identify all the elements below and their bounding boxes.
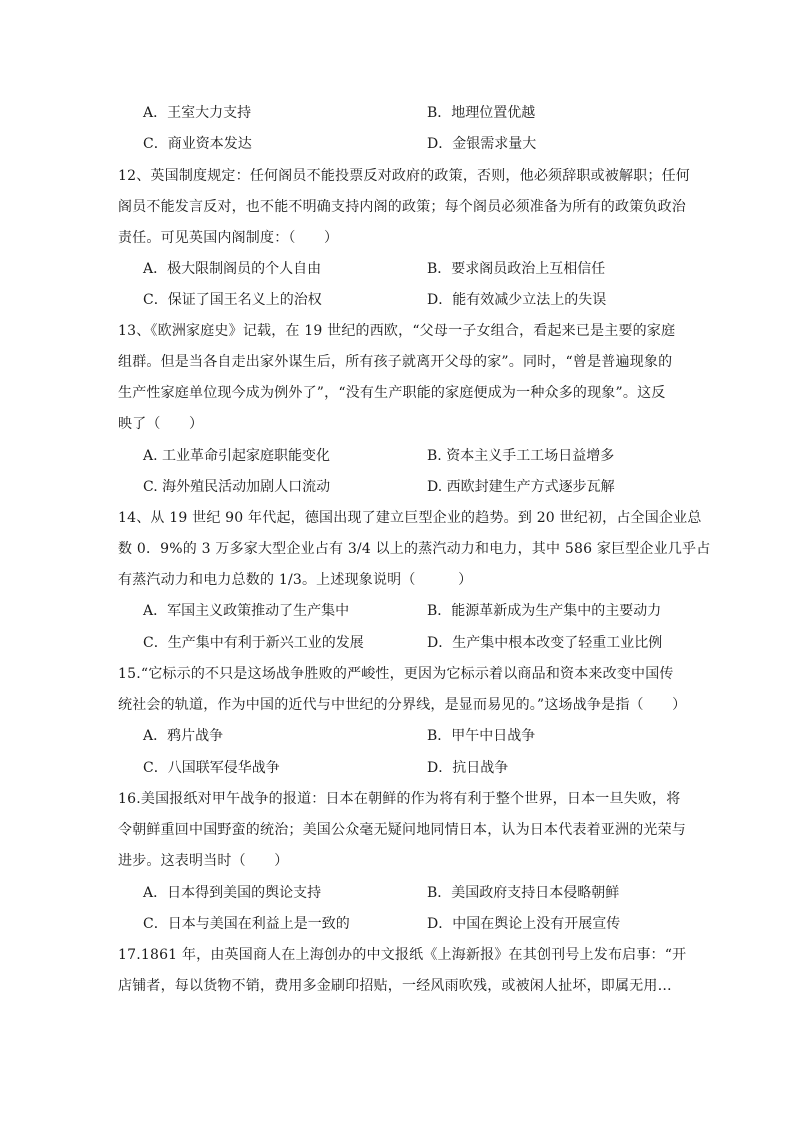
- q16-option-d: D．中国在舆论上没有开展宣传: [427, 916, 621, 932]
- q14-stem-line-1: 14、从 19 世纪 90 年代起，德国出现了建立巨型企业的趋势。到 20 世纪初，占全国企业总: [118, 510, 702, 526]
- q11-option-b: B．地理位置优越: [427, 105, 536, 121]
- q16-stem-line-3: 进步。这表明当时（ ）: [118, 853, 289, 869]
- q14-option-b: B．能源革新成为生产集中的主要动力: [427, 603, 662, 619]
- q13-stem-line-1: 13、《欧洲家庭史》记载，在 19 世纪的西欧，“父母一子女组合，看起来已是主要的家庭: [118, 323, 676, 339]
- q14-stem-line-3: 有蒸汽动力和电力总数的 1/3。上述现象说明（ ）: [118, 572, 473, 588]
- q14-option-d: D．生产集中根本改变了轻重工业比例: [427, 635, 663, 651]
- q12-option-b: B．要求阁员政治上互相信任: [427, 261, 606, 277]
- q13-option-c: C. 海外殖民活动加剧人口流动: [143, 479, 331, 495]
- q16-stem-line-1: 16.美国报纸对甲午战争的报道：日本在朝鲜的作为将有利于整个世界，日本一旦失败，将: [118, 791, 681, 807]
- q12-stem-line-3: 责任。可见英国内阁制度：（ ）: [118, 230, 339, 246]
- q17-stem-line-1: 17.1861 年，由英国商人在上海创办的中文报纸《上海新报》在其创刊号上发布启事：“开: [118, 947, 687, 963]
- q11-option-c: C．商业资本发达: [143, 136, 252, 152]
- q13-option-d: D. 西欧封建生产方式逐步瓦解: [427, 479, 615, 495]
- q16-stem-line-2: 令朝鲜重回中国野蛮的统治；美国公众毫无疑问地同情日本，认为日本代表着亚洲的光荣与: [118, 822, 686, 838]
- q13-stem-line-4: 映了（ ）: [118, 416, 204, 432]
- q12-option-a: A．极大限制阁员的个人自由: [143, 261, 322, 277]
- q12-option-c: C．保证了国王名义上的治权: [143, 292, 322, 308]
- q13-option-a: A. 工业革命引起家庭职能变化: [143, 448, 331, 464]
- q13-stem-line-2: 组群。但是当各自走出家外谋生后，所有孩子就离开父母的家”。同时，“曾是普遍现象的: [118, 354, 673, 370]
- q16-option-c: C．日本与美国在利益上是一致的: [143, 916, 350, 932]
- q13-option-b: B. 资本主义手工工场日益增多: [427, 448, 615, 464]
- q14-option-a: A．军国主义政策推动了生产集中: [143, 603, 350, 619]
- q15-stem-line-1: 15.“它标示的不只是这场战争胜败的严峻性，更因为它标示着以商品和资本来改变中国传: [118, 666, 674, 682]
- q15-option-b: B．甲午中日战争: [427, 728, 536, 744]
- q15-option-a: A．鸦片战争: [143, 728, 224, 744]
- q15-stem-line-2: 统社会的轨道，作为中国的近代与中世纪的分界线，是显而易见的。”这场战争是指（ ）: [118, 697, 687, 713]
- q13-stem-line-3: 生产性家庭单位现今成为例外了”，“没有生产职能的家庭便成为一种众多的现象”。这反: [118, 385, 666, 401]
- q15-option-c: C．八国联军侵华战争: [143, 760, 280, 776]
- q15-option-d: D．抗日战争: [427, 760, 509, 776]
- q12-stem-line-1: 12、英国制度规定：任何阁员不能投票反对政府的政策，否则，他必须辞职或被解职；任何: [118, 168, 691, 184]
- q12-option-d: D．能有效减少立法上的失误: [427, 292, 607, 308]
- q14-option-c: C．生产集中有利于新兴工业的发展: [143, 635, 364, 651]
- q14-stem-line-2: 数 0．9%的 3 万多家大型企业占有 3/4 以上的蒸汽动力和电力，其中 586 家巨型企业几乎占: [118, 541, 711, 557]
- q12-stem-line-2: 阁员不能发言反对，也不能不明确支持内阁的政策；每个阁员必须准备为所有的政策负政治: [118, 199, 686, 215]
- q11-option-d: D．金银需求量大: [427, 136, 537, 152]
- q16-option-b: B．美国政府支持日本侵略朝鲜: [427, 885, 620, 901]
- q17-stem-line-2: 店铺者，每以货物不销，费用多金刷印招贴，一经风雨吹残，或被闲人扯坏，即属无用…: [118, 978, 672, 994]
- q11-option-a: A．王室大力支持: [143, 105, 252, 121]
- q16-option-a: A．日本得到美国的舆论支持: [143, 885, 322, 901]
